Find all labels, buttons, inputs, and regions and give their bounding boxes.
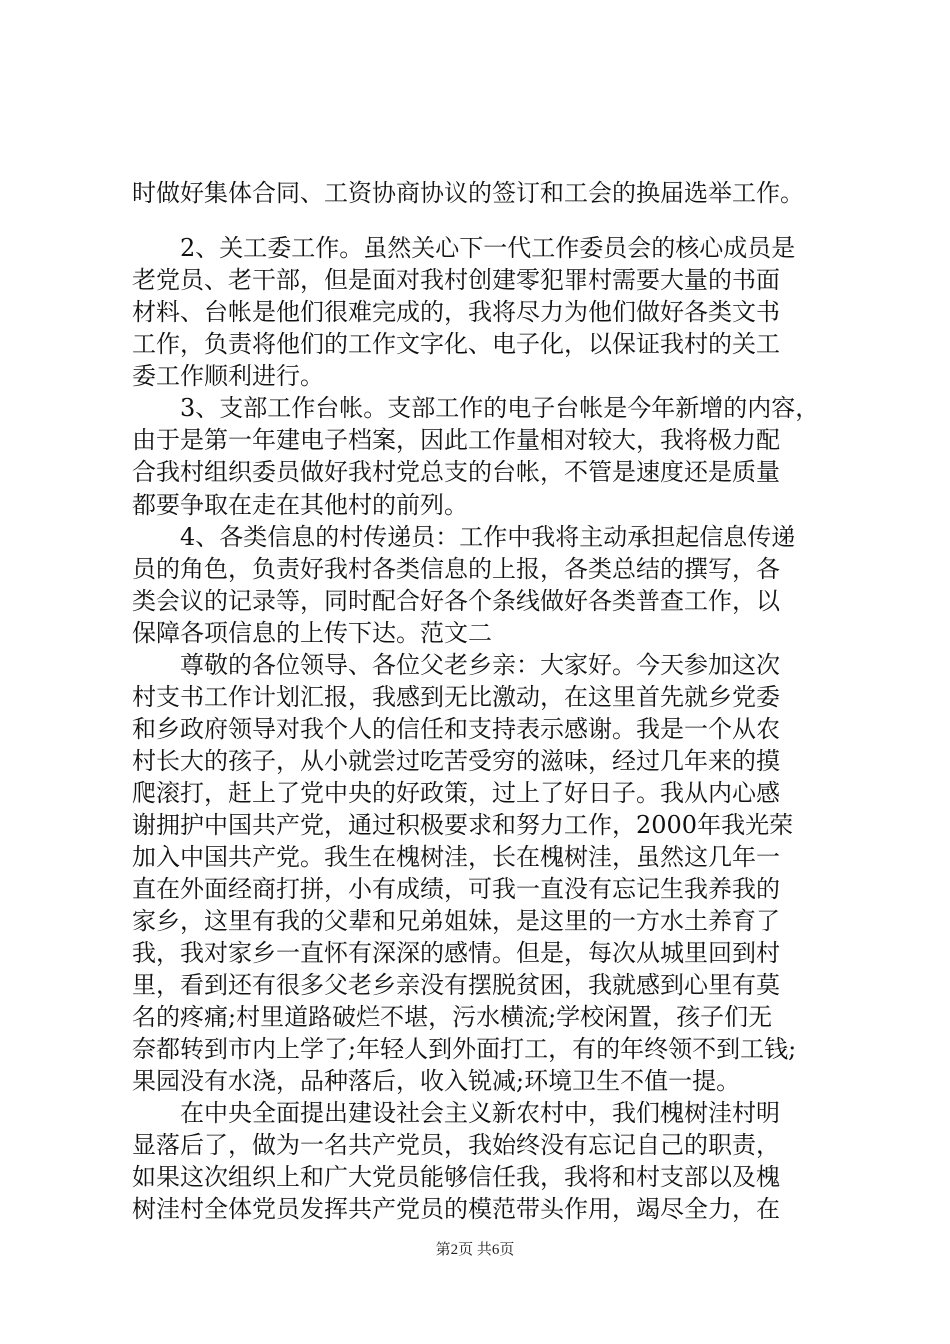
text-line: 爬滚打，赶上了党中央的好政策，过上了好日子。我从内心感 xyxy=(132,779,780,807)
text-line: 尊敬的各位领导、各位父老乡亲：大家好。今天参加这次 xyxy=(180,651,780,679)
text-line: 都要争取在走在其他村的前列。 xyxy=(132,491,468,519)
text-line: 如果这次组织上和广大党员能够信任我，我将和村支部以及槐 xyxy=(132,1163,780,1191)
text-line: 村支书工作计划汇报，我感到无比激动，在这里首先就乡党委 xyxy=(132,683,780,711)
text-line: 直在外面经商打拼，小有成绩，可我一直没有忘记生我养我的 xyxy=(132,875,780,903)
text-line: 和乡政府领导对我个人的信任和支持表示感谢。我是一个从农 xyxy=(132,715,780,743)
text-line: 员的角色，负责好我村各类信息的上报，各类总结的撰写，各 xyxy=(132,555,780,583)
text-line: 2、关工委工作。虽然关心下一代工作委员会的核心成员是 xyxy=(180,234,796,262)
text-line: 老党员、老干部，但是面对我村创建零犯罪村需要大量的书面 xyxy=(132,266,780,294)
text-line: 奈都转到市内上学了;年轻人到外面打工，有的年终领不到工钱; xyxy=(132,1035,797,1063)
text-line: 时做好集体合同、工资协商协议的签订和工会的换届选举工作。 xyxy=(132,179,804,207)
text-line: 4、各类信息的村传递员：工作中我将主动承担起信息传递 xyxy=(180,523,796,551)
text-line: 谢拥护中国共产党，通过积极要求和努力工作，2000年我光荣 xyxy=(132,811,794,839)
text-line: 家乡，这里有我的父辈和兄弟姐妹，是这里的一方水土养育了 xyxy=(132,907,780,935)
text-line: 树洼村全体党员发挥共产党员的模范带头作用，竭尽全力，在 xyxy=(132,1195,780,1223)
text-line: 委工作顺利进行。 xyxy=(132,362,324,390)
text-line: 加入中国共产党。我生在槐树洼，长在槐树洼，虽然这几年一 xyxy=(132,843,780,871)
text-line: 合我村组织委员做好我村党总支的台帐，不管是速度还是质量 xyxy=(132,458,780,486)
page-footer: 第2页 共6页 xyxy=(435,1242,515,1258)
text-line: 显落后了，做为一名共产党员，我始终没有忘记自己的职责， xyxy=(132,1131,780,1159)
text-line: 果园没有水浇，品种落后，收入锐减;环境卫生不值一提。 xyxy=(132,1067,741,1095)
text-line: 村长大的孩子，从小就尝过吃苦受穷的滋味，经过几年来的摸 xyxy=(132,747,780,775)
text-line: 材料、台帐是他们很难完成的，我将尽力为他们做好各类文书 xyxy=(132,298,780,326)
text-line: 保障各项信息的上传下达。范文二 xyxy=(132,619,492,647)
text-line: 工作，负责将他们的工作文字化、电子化，以保证我村的关工 xyxy=(132,330,780,358)
text-line: 名的疼痛;村里道路破烂不堪，污水横流;学校闲置，孩子们无 xyxy=(132,1003,773,1031)
text-line: 里，看到还有很多父老乡亲没有摆脱贫困，我就感到心里有莫 xyxy=(132,971,780,999)
text-line: 由于是第一年建电子档案，因此工作量相对较大，我将极力配 xyxy=(132,426,780,454)
text-line: 我，我对家乡一直怀有深深的感情。但是，每次从城里回到村 xyxy=(132,939,780,967)
text-line: 类会议的记录等，同时配合好各个条线做好各类普查工作，以 xyxy=(132,587,780,615)
text-line: 在中央全面提出建设社会主义新农村中，我们槐树洼村明 xyxy=(180,1099,780,1127)
text-line: 3、支部工作台帐。支部工作的电子台帐是今年新增的内容， xyxy=(180,394,820,422)
